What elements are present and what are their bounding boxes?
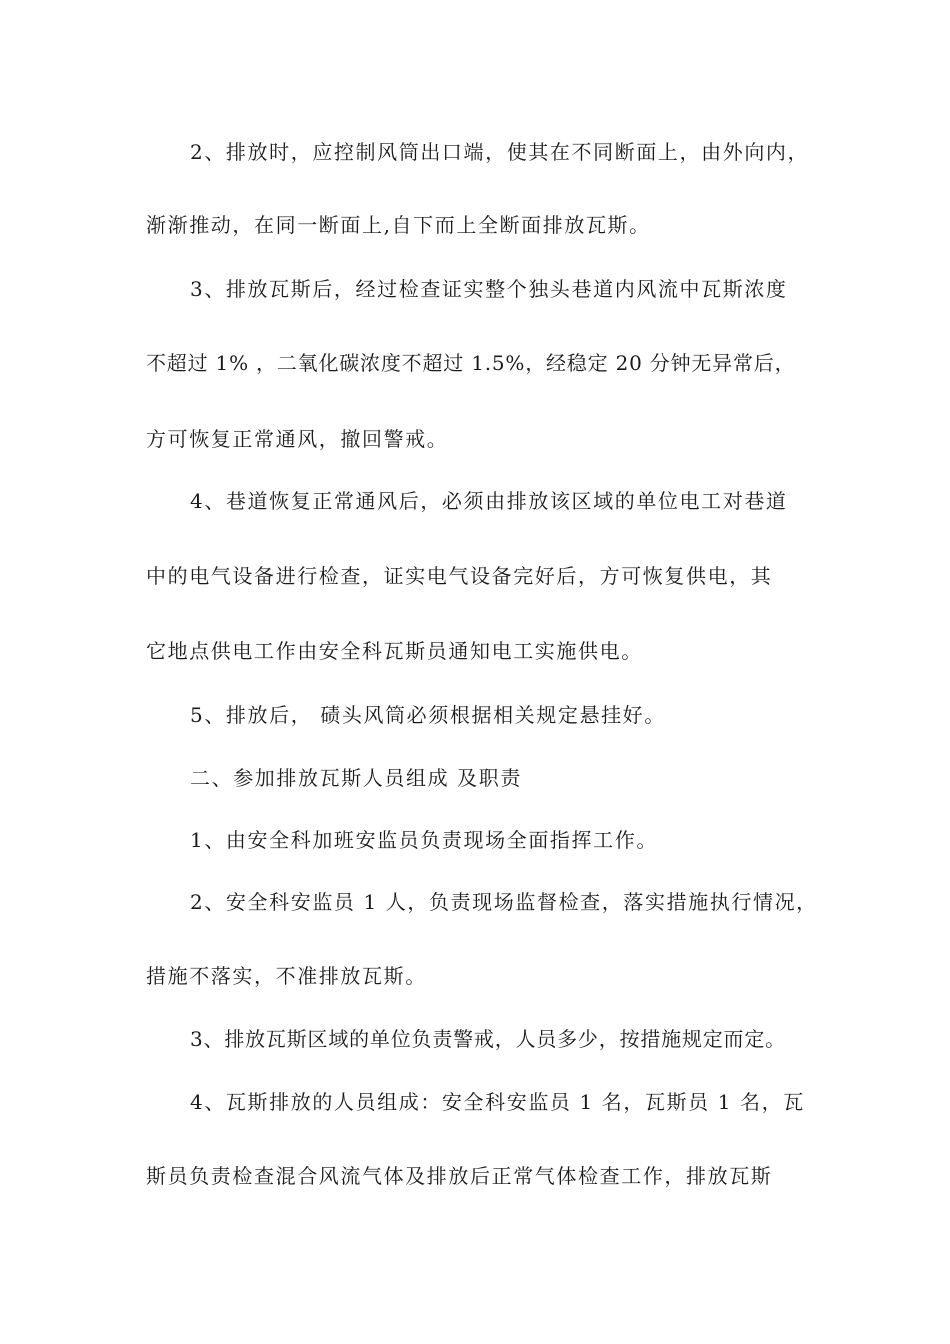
paragraph-line: 中的电气设备进行检查，证实电气设备完好后，方可恢复供电，其 xyxy=(146,564,773,588)
paragraph-line: 措施不落实，不准排放瓦斯。 xyxy=(146,964,427,988)
paragraph-line: 不超过 1% ，二氧化碳浓度不超过 1.5%，经稳定 20 分钟无异常后， xyxy=(146,351,796,375)
paragraph-line: 渐渐推动，在同一断面上,自下而上全断面排放瓦斯。 xyxy=(146,213,651,237)
paragraph-line: 4、瓦斯排放的人员组成：安全科安监员 1 名，瓦斯员 1 名，瓦 xyxy=(190,1090,805,1114)
paragraph-line: 3、排放瓦斯区域的单位负责警戒，人员多少，按措施规定而定。 xyxy=(190,1027,786,1051)
paragraph-line: 1、由安全科加班安监员负责现场全面指挥工作。 xyxy=(190,828,658,852)
section-heading: 二、参加排放瓦斯人员组成 及职责 xyxy=(190,766,522,790)
paragraph-line: 斯员负责检查混合风流气体及排放后正常气体检查工作，排放瓦斯 xyxy=(146,1164,773,1188)
paragraph-line: 5、排放后， 碛头风筒必须根据相关规定悬挂好。 xyxy=(190,703,666,727)
paragraph-line: 它地点供电工作由安全科瓦斯员通知电工实施供电。 xyxy=(146,639,643,663)
paragraph-line: 2、安全科安监员 1 人，负责现场监督检查，落实措施执行情况， xyxy=(190,890,818,914)
paragraph-line: 3、排放瓦斯后，经过检查证实整个独头巷道内风流中瓦斯浓度 xyxy=(190,277,788,301)
paragraph-line: 方可恢复正常通风，撤回警戒。 xyxy=(146,427,449,451)
paragraph-line: 4、巷道恢复正常通风后，必须由排放该区域的单位电工对巷道 xyxy=(190,489,788,513)
paragraph-line: 2、排放时，应控制风筒出口端，使其在不同断面上，由外向内， xyxy=(190,140,810,164)
